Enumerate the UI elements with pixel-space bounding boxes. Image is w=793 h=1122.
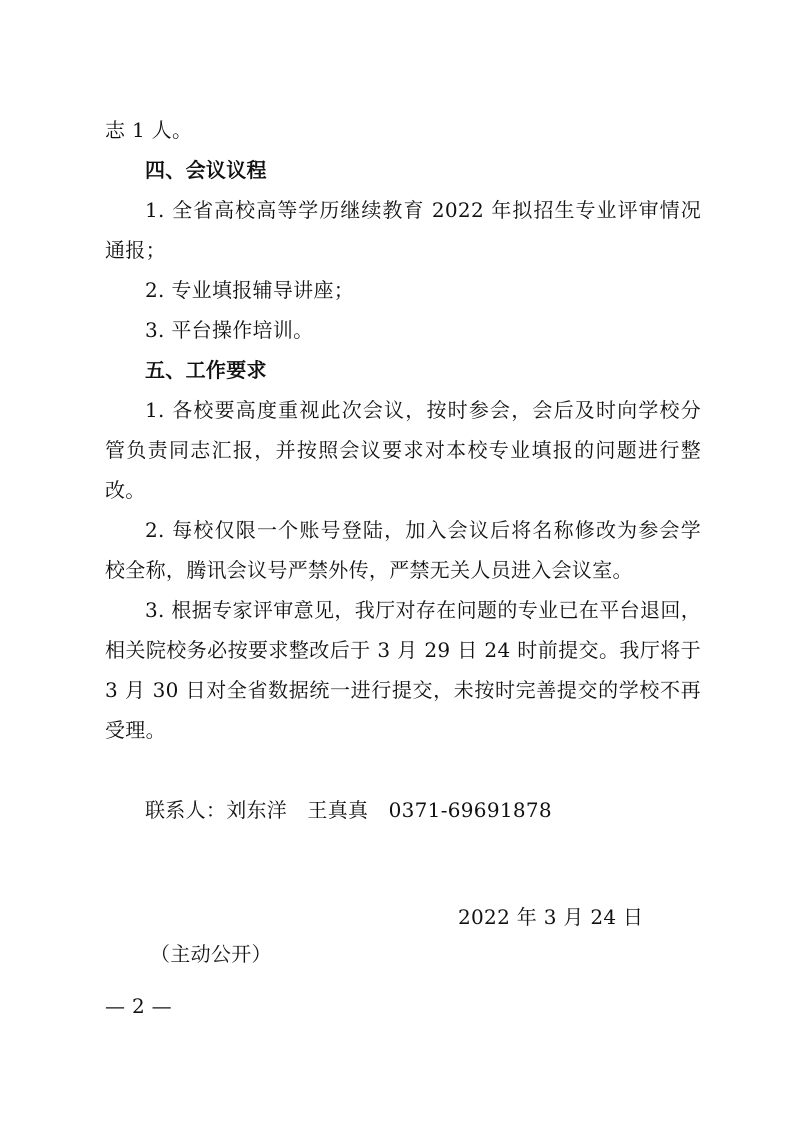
body-line: 1. 各校要高度重视此次会议，按时参会，会后及时向学校分	[145, 398, 701, 422]
body-line: 志 1 人。	[105, 118, 193, 142]
body-line: 3 月 30 日对全省数据统一进行提交，未按时完善提交的学校不再	[105, 678, 701, 702]
body-line: 校全称，腾讯会议号严禁外传，严禁无关人员进入会议室。	[105, 558, 633, 582]
disclosure-note: （主动公开）	[150, 942, 272, 966]
body-line: 3. 根据专家评审意见，我厅对存在问题的专业已在平台退回，	[145, 598, 701, 622]
body-line: 2. 专业填报辅导讲座；	[145, 278, 355, 302]
section-heading-agenda: 四、会议议程	[145, 158, 267, 182]
body-line: 管负责同志汇报，并按照会议要求对本校专业填报的问题进行整	[105, 438, 701, 462]
section-heading-requirements: 五、工作要求	[145, 358, 267, 382]
body-line: 通报；	[105, 238, 166, 262]
body-line: 改。	[105, 478, 146, 502]
page-number: — 2 —	[105, 994, 172, 1018]
body-line: 受理。	[105, 718, 166, 742]
body-line: 1. 全省高校高等学历继续教育 2022 年拟招生专业评审情况	[145, 198, 701, 222]
issue-date: 2022 年 3 月 24 日	[458, 905, 644, 929]
contact-line: 联系人：刘东洋 王真真 0371-69691878	[145, 798, 552, 822]
body-line: 2. 每校仅限一个账号登陆，加入会议后将名称修改为参会学	[145, 518, 701, 542]
body-line: 3. 平台操作培训。	[145, 318, 314, 342]
body-line: 相关院校务必按要求整改后于 3 月 29 日 24 时前提交。我厅将于	[105, 638, 701, 662]
